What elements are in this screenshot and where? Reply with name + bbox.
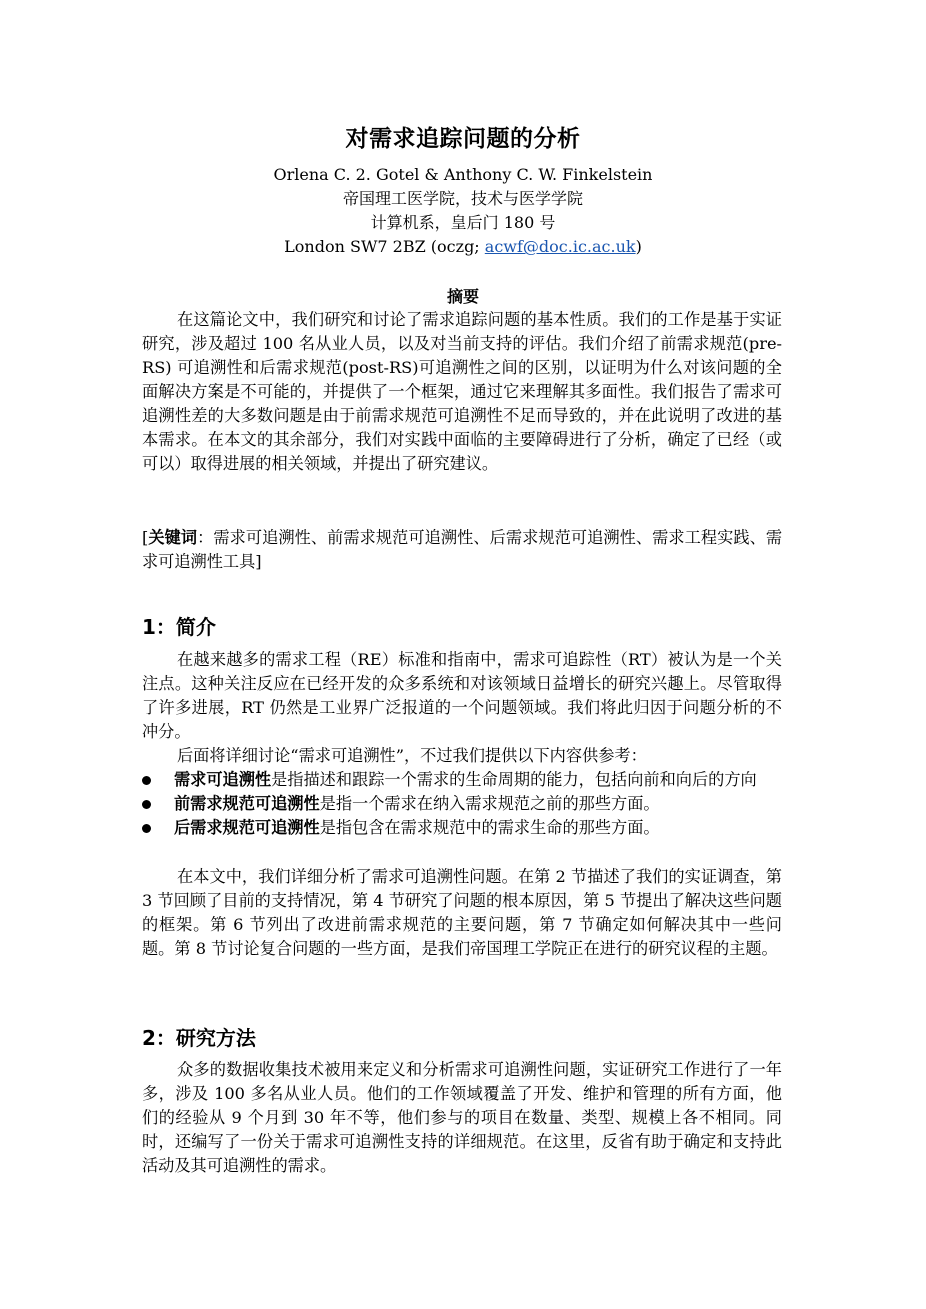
definition-desc: 是指包含在需求规范中的需求生命的那些方面。 <box>319 818 660 837</box>
section-1-paragraph-3: 在本文中，我们详细分析了需求可追溯性问题。在第 2 节描述了我们的实证调查，第 3 节回顾了目前的支持情况，第 4 节研究了问题的根本原因，第 5 节提出了解决这些问题的框架。第 6 节列出了改进前需求规范的主要问题，第 7 节确定如何解决其中一些问题。第 8 节讨论复合问题的一些方面，是我们帝国理工学院正在进行的研究议程的主题。 <box>142 867 782 958</box>
paper-title: 对需求追踪问题的分析 <box>345 125 581 152</box>
bullet-dot-icon <box>142 800 151 809</box>
bullet-dot-icon <box>142 824 151 833</box>
definition-term: 后需求规范可追溯性 <box>174 818 320 837</box>
list-item <box>142 792 782 816</box>
section-2-paragraph-1: 众多的数据收集技术被用来定义和分析需求可追溯性问题，实证研究工作进行了一年多，涉及 100 多名从业人员。他们的工作领域覆盖了开发、维护和管理的所有方面，他们的经验从 9 个月到 30 年不等，他们参与的项目在数量、类型、规模上各不相同。同时，还编写了一份关于需求可追溯性支持的详细规范。在这里，反省有助于确定和支持此活动及其可追溯性的需求。 <box>142 1060 782 1175</box>
bullet-dot-icon <box>142 776 151 785</box>
keywords-colon: ： <box>197 528 214 547</box>
section-1-paragraph-2: 后面将详细讨论“需求可追溯性”，不过我们提供以下内容供参考： <box>177 746 647 765</box>
address-line <box>0 235 926 259</box>
abstract-text: 在这篇论文中，我们研究和讨论了需求追踪问题的基本性质。我们的工作是基于实证研究，涉及超过 100 名从业人员，以及对当前支持的评估。我们介绍了前需求规范(pre-RS) 可追溯性和后需求规范(post-RS)可追溯性之间的区别，以证明为什么对该问题的全面解决方案是不可能的，并提供了一个框架，通过它来理解其多面性。我们报告了需求可追溯性差的大多数问题是由于前需求规范可追溯性不足而导致的，并在此说明了改进的基本需求。在本文的其余部分，我们对实践中面临的主要障碍进行了分析，确定了已经（或可以）取得进展的相关领域，并提出了研究建议。 <box>142 310 782 473</box>
authors: Orlena C. 2. Gotel & Anthony C. W. Finkelstein <box>273 165 653 184</box>
section-1-heading: 1：简介 <box>142 615 216 639</box>
affiliation-line-2: 计算机系，皇后门 180 号 <box>370 213 556 232</box>
keywords-label: 关键词 <box>148 528 198 547</box>
email-link[interactable]: acwf@doc.ic.ac.uk <box>484 237 636 256</box>
list-item <box>142 768 782 792</box>
abstract-heading: 摘要 <box>446 287 479 306</box>
definition-desc: 是指描述和跟踪一个需求的生命周期的能力，包括向前和向后的方向 <box>271 770 757 789</box>
definition-term: 需求可追溯性 <box>174 770 272 789</box>
keywords-open-bracket: [ <box>142 528 149 547</box>
section-1-paragraph-1: 在越来越多的需求工程（RE）标准和指南中，需求可追踪性（RT）被认为是一个关注点。这种关注反应在已经开发的众多系统和对该领域日益增长的研究兴趣上。尽管取得了许多进展，RT 仍然是工业界广泛报道的一个问题领域。我们将此归因于问题分析的不冲分。 <box>142 650 782 741</box>
keywords <box>142 526 782 574</box>
affiliation-line-1: 帝国理工医学院，技术与医学学院 <box>342 189 583 208</box>
list-item <box>142 816 782 840</box>
definition-term: 前需求规范可追溯性 <box>174 794 320 813</box>
address-prefix: London SW7 2BZ (oczg; <box>284 237 485 256</box>
address-suffix: ) <box>635 237 642 256</box>
section-2-heading: 2：研究方法 <box>142 1026 256 1050</box>
definition-list <box>142 768 782 840</box>
keywords-text: 需求可追溯性、前需求规范可追溯性、后需求规范可追溯性、需求工程实践、需求可追溯性工具] <box>142 528 783 571</box>
definition-desc: 是指一个需求在纳入需求规范之前的那些方面。 <box>319 794 660 813</box>
